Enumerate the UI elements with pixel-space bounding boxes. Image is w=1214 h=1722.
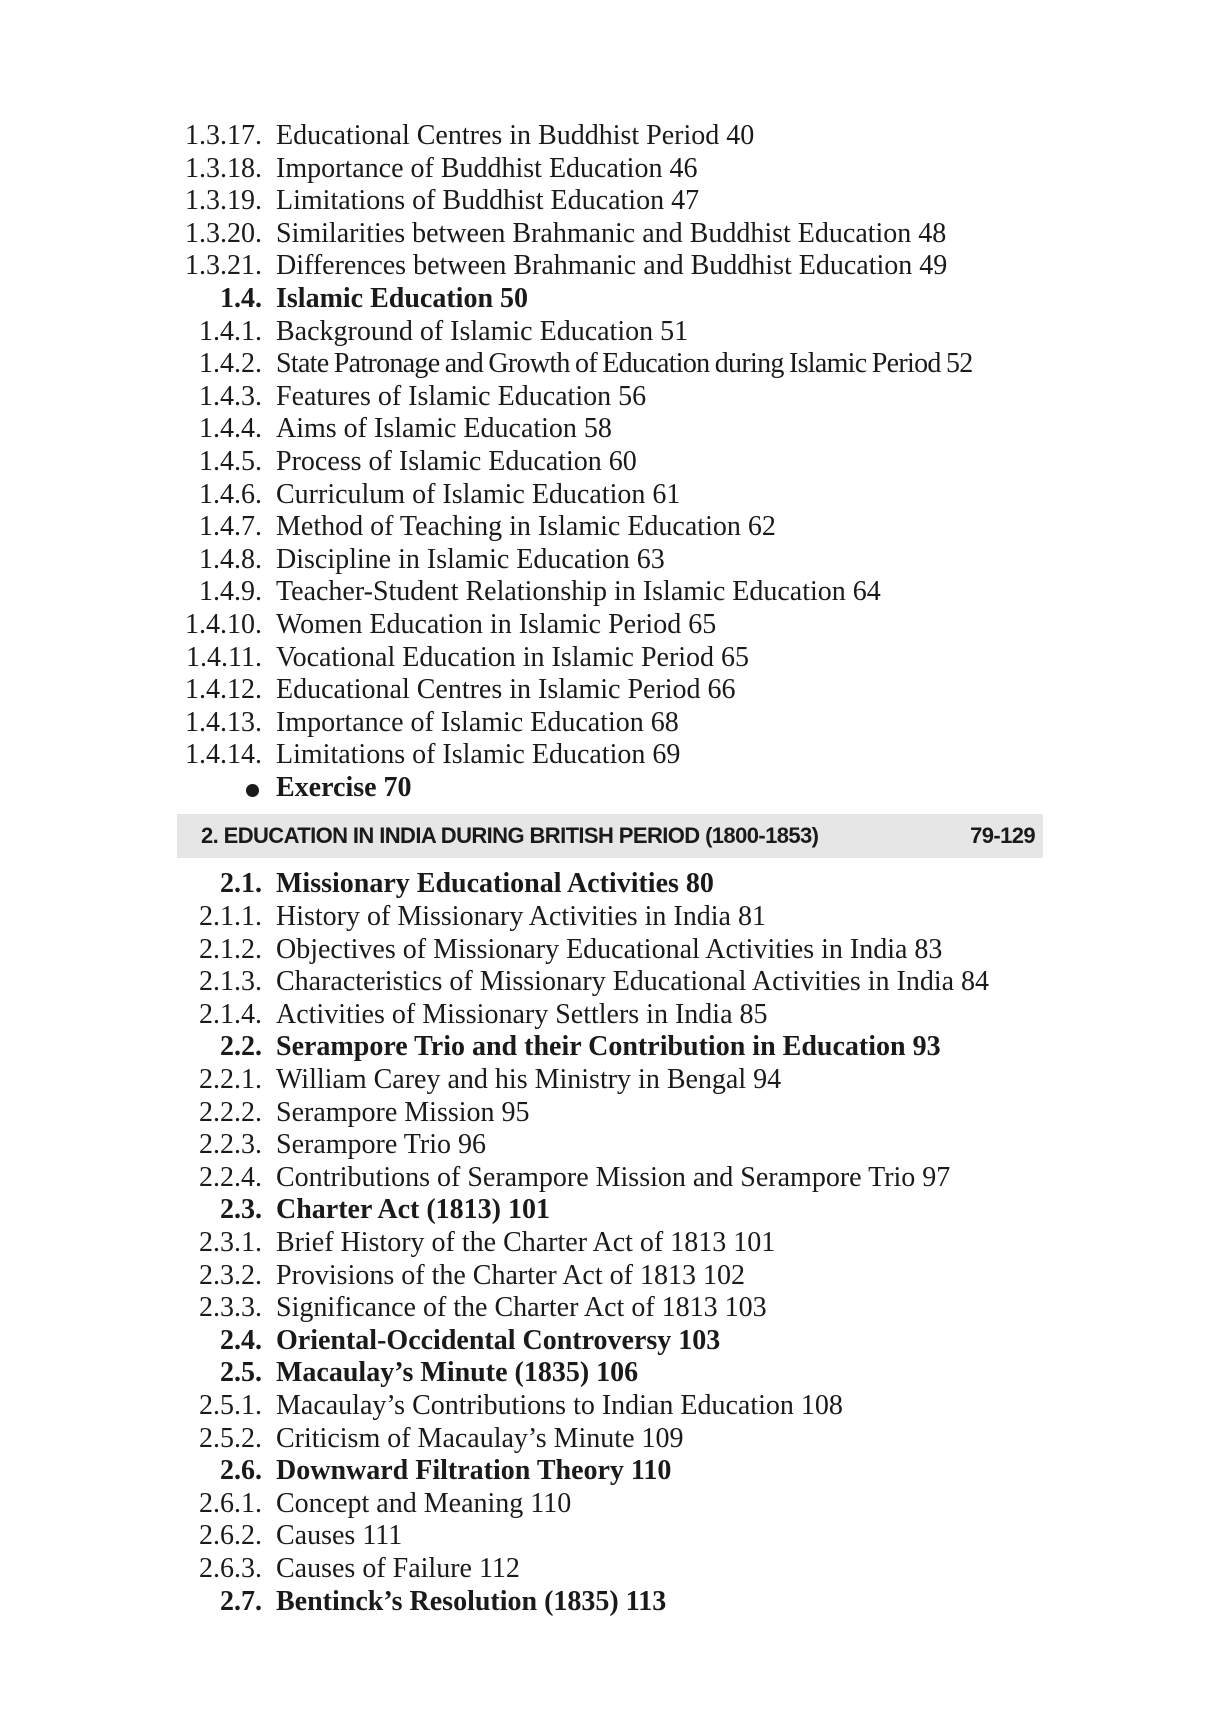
toc-entry-number: 1.3.21. — [185, 250, 262, 282]
toc-entry-title: Features of Islamic Education 56 — [276, 380, 647, 412]
toc-entry-title: History of Missionary Activities in India 81 — [276, 901, 766, 933]
toc-entry-number: 2.3. — [220, 1194, 262, 1226]
toc-entry — [0, 446, 1214, 479]
toc-entry-number: 1.4.11. — [186, 641, 262, 673]
bullet-icon — [246, 784, 259, 797]
toc-entry-title: Concept and Meaning 110 — [276, 1487, 572, 1519]
toc-entry-title: Significance of the Charter Act of 1813 103 — [276, 1292, 767, 1324]
toc-entry-number: 1.4.10. — [185, 608, 262, 640]
toc-entry — [0, 479, 1214, 512]
toc-entry — [0, 1520, 1214, 1553]
toc-entry-number: 1.4.14. — [185, 739, 262, 771]
toc-entry-title: Serampore Mission 95 — [276, 1096, 530, 1128]
toc-entry — [0, 316, 1214, 349]
toc-entry-number: 2.3.2. — [199, 1259, 262, 1291]
toc-entry — [0, 544, 1214, 577]
toc-entry — [0, 1031, 1214, 1064]
toc-entry-title: Women Education in Islamic Period 65 — [276, 608, 717, 640]
toc-entry-title: Vocational Education in Islamic Period 65 — [276, 641, 750, 673]
toc-entry — [0, 185, 1214, 218]
toc-entry — [0, 999, 1214, 1032]
toc-entry-title: Bentinck’s Resolution (1835) 113 — [276, 1585, 667, 1617]
toc-entry — [0, 1064, 1214, 1097]
toc-entry-title: Activities of Missionary Settlers in India 85 — [276, 998, 768, 1030]
toc-entry-number: 2.2.2. — [199, 1096, 262, 1128]
toc-entry-number: 1.4.4. — [199, 413, 262, 445]
toc-entry-number: 1.4.8. — [199, 543, 262, 575]
toc-entry — [0, 381, 1214, 414]
toc-entry — [0, 283, 1214, 316]
toc-entry-title: Brief History of the Charter Act of 1813 101 — [276, 1227, 776, 1258]
table-of-contents — [0, 120, 1214, 1618]
toc-entry — [0, 1390, 1214, 1423]
toc-entry-title: Serampore Trio 96 — [276, 1129, 486, 1161]
toc-entry-number: 2.6. — [220, 1455, 262, 1487]
toc-entry-number: 2.2. — [220, 1031, 262, 1063]
toc-entry — [0, 1194, 1214, 1227]
toc-entry — [0, 1423, 1214, 1456]
toc-entry — [0, 1097, 1214, 1130]
toc-entry-number: 2.1.2. — [199, 933, 262, 965]
toc-entry-title: Charter Act (1813) 101 — [276, 1194, 550, 1226]
toc-entry-number: 1.4.12. — [185, 674, 262, 706]
toc-entry — [0, 1325, 1214, 1358]
toc-entry — [0, 348, 1214, 381]
toc-entry-title: Provisions of the Charter Act of 1813 102 — [276, 1259, 745, 1291]
toc-entry-title: Objectives of Missionary Educational Activities in India 83 — [276, 933, 943, 965]
toc-entry-number: 2.3.1. — [199, 1227, 262, 1258]
toc-section-chapter-2 — [0, 868, 1214, 1618]
toc-entry — [0, 576, 1214, 609]
toc-entry-title: Differences between Brahmanic and Buddhist Education 49 — [276, 250, 948, 282]
toc-entry-number: 2.1.4. — [199, 998, 262, 1030]
toc-entry-number: 1.3.17. — [185, 120, 262, 151]
toc-entry-title: Downward Filtration Theory 110 — [276, 1455, 672, 1487]
toc-entry — [0, 772, 1214, 805]
toc-entry-title: Process of Islamic Education 60 — [276, 445, 637, 477]
toc-entry-number: 2.6.3. — [199, 1552, 262, 1584]
toc-entry-number: 2.1.1. — [199, 901, 262, 933]
toc-entry-title: Aims of Islamic Education 58 — [276, 413, 612, 445]
toc-entry — [0, 901, 1214, 934]
toc-entry — [0, 674, 1214, 707]
toc-entry-title: Educational Centres in Islamic Period 66 — [276, 674, 736, 706]
toc-entry — [0, 1553, 1214, 1586]
toc-entry-number: 1.4.13. — [185, 706, 262, 738]
toc-entry-number: 1.4.9. — [199, 576, 262, 608]
toc-entry-title: Method of Teaching in Islamic Education 62 — [276, 511, 776, 543]
toc-entry-title: Similarities between Brahmanic and Buddhist Education 48 — [276, 217, 947, 249]
toc-entry-title: Background of Islamic Education 51 — [276, 315, 689, 347]
toc-entry-title: Criticism of Macaulay’s Minute 109 — [276, 1422, 684, 1454]
toc-entry — [0, 934, 1214, 967]
toc-entry-number: 1.4.5. — [199, 445, 262, 477]
toc-entry — [0, 1129, 1214, 1162]
toc-entry-number: 1.4. — [220, 282, 262, 314]
toc-entry-number: 2.7. — [220, 1585, 262, 1617]
toc-entry-title: William Carey and his Ministry in Bengal 94 — [276, 1064, 782, 1096]
toc-entry — [0, 1227, 1214, 1260]
toc-entry-number: 2.5.2. — [199, 1422, 262, 1454]
toc-entry-number: 1.4.7. — [199, 511, 262, 543]
toc-entry — [0, 1488, 1214, 1521]
toc-entry — [0, 250, 1214, 283]
toc-entry-number: 2.4. — [220, 1324, 262, 1356]
toc-entry-title: Causes 111 — [276, 1520, 403, 1552]
toc-entry-number: 1.4.2. — [199, 348, 262, 380]
toc-entry — [0, 1455, 1214, 1488]
toc-entry-number: 2.2.1. — [199, 1064, 262, 1096]
toc-entry-number: 1.4.3. — [199, 380, 262, 412]
toc-entry-number: 2.5.1. — [199, 1389, 262, 1421]
toc-entry-number: 1.3.19. — [185, 185, 262, 217]
toc-entry-number: 2.1. — [220, 868, 262, 900]
toc-entry — [0, 609, 1214, 642]
toc-entry-title: Exercise 70 — [276, 771, 412, 803]
toc-entry-title: Serampore Trio and their Contribution in Education 93 — [276, 1031, 941, 1063]
toc-entry-number: 2.2.4. — [199, 1161, 262, 1193]
toc-entry-title: Discipline in Islamic Education 63 — [276, 543, 665, 575]
toc-entry — [0, 120, 1214, 153]
toc-entry-title: Curriculum of Islamic Education 61 — [276, 478, 681, 510]
toc-entry-number: 1.3.20. — [185, 217, 262, 249]
toc-entry-title: Causes of Failure 112 — [276, 1552, 520, 1584]
toc-entry-title: Teacher-Student Relationship in Islamic Education 64 — [276, 576, 881, 608]
toc-entry-number: 1.4.1. — [199, 315, 262, 347]
toc-section-chapter-1 — [0, 120, 1214, 804]
toc-entry — [0, 1292, 1214, 1325]
toc-entry — [0, 1260, 1214, 1293]
toc-entry-number: 2.6.1. — [199, 1487, 262, 1519]
toc-entry-title: Importance of Islamic Education 68 — [276, 706, 679, 738]
toc-entry-title: Missionary Educational Activities 80 — [276, 868, 714, 900]
toc-entry-number: 2.6.2. — [199, 1520, 262, 1552]
toc-entry-number: 2.5. — [220, 1357, 262, 1389]
toc-entry-title: Macaulay’s Contributions to Indian Education 108 — [276, 1389, 843, 1421]
chapter-title: 2. EDUCATION IN INDIA DURING BRITISH PERIOD (1800-1853) — [201, 823, 819, 849]
toc-entry-title: Characteristics of Missionary Educational Activities in India 84 — [276, 966, 990, 998]
chapter-page-range: 79-129 — [970, 823, 1035, 849]
toc-entry — [0, 1586, 1214, 1619]
toc-entry — [0, 707, 1214, 740]
toc-entry-title: Limitations of Islamic Education 69 — [276, 739, 681, 771]
toc-entry-number: 1.3.18. — [185, 152, 262, 184]
toc-entry-number: 2.2.3. — [199, 1129, 262, 1161]
toc-entry-title: State Patronage and Growth of Education during Islamic Period 52 — [276, 348, 973, 380]
toc-entry-number: 1.4.6. — [199, 478, 262, 510]
toc-entry-title: Islamic Education 50 — [276, 282, 529, 314]
toc-entry-title: Contributions of Serampore Mission and Serampore Trio 97 — [276, 1161, 951, 1193]
toc-entry-title: Macaulay’s Minute (1835) 106 — [276, 1357, 639, 1389]
toc-entry-title: Educational Centres in Buddhist Period 40 — [276, 120, 755, 151]
chapter-heading-bar — [177, 814, 1043, 858]
toc-entry — [0, 739, 1214, 772]
toc-entry — [0, 413, 1214, 446]
toc-entry-number: 2.1.3. — [199, 966, 262, 998]
toc-entry — [0, 218, 1214, 251]
toc-entry — [0, 1162, 1214, 1195]
toc-entry — [0, 642, 1214, 675]
toc-entry-title: Limitations of Buddhist Education 47 — [276, 185, 700, 217]
toc-entry — [0, 966, 1214, 999]
toc-entry — [0, 511, 1214, 544]
toc-entry-title: Oriental-Occidental Controversy 103 — [276, 1324, 721, 1356]
toc-entry — [0, 1357, 1214, 1390]
toc-entry — [0, 868, 1214, 901]
toc-entry-number: 2.3.3. — [199, 1292, 262, 1324]
toc-entry — [0, 153, 1214, 186]
toc-entry-title: Importance of Buddhist Education 46 — [276, 152, 698, 184]
